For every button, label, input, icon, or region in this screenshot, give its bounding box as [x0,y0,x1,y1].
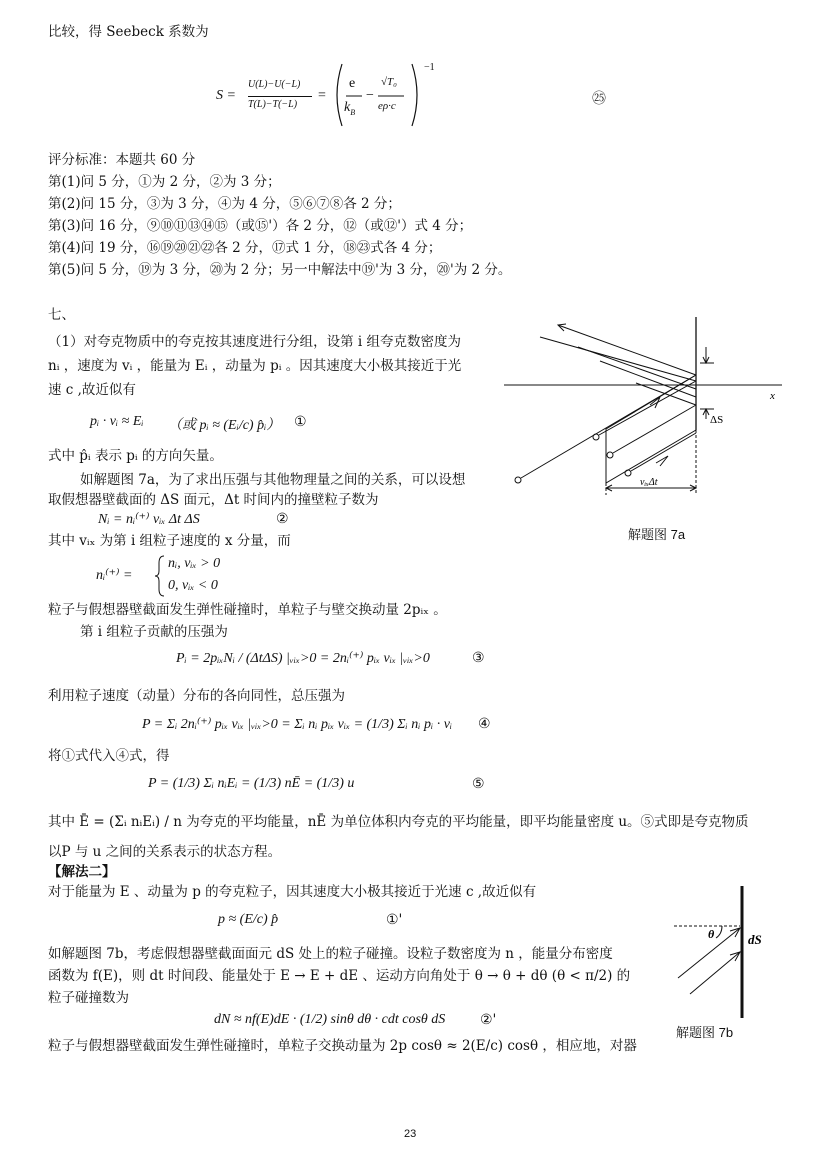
piecewise-case-2: 0, vᵢₓ < 0 [168,578,218,593]
grading-line: 第(4)问 19 分，⑯⑲⑳㉑㉒各 2 分，⑰式 1 分，⑱㉓式各 4 分； [48,240,442,256]
intro-line: 比较，得 Seebeck 系数为 [48,24,209,40]
equation-4-number: ④ [478,716,491,732]
grading-line: 第(5)问 5 分，⑲为 3 分，⑳为 2 分；另一中解法中⑲'为 3 分，⑳'为 2 分。 [48,262,512,278]
paragraph-line: 粒子与假想器壁截面发生弹性碰撞时，单粒子交换动量为 2p cosθ ≈ 2(E/c) cosθ ，相应地，对器 [48,1038,637,1054]
delta-s-label: ΔS [710,414,724,426]
piecewise-brace [154,555,166,597]
reflected-path [558,325,696,375]
equation-5-number: ⑤ [472,776,485,792]
grading-line: 第(3)问 16 分，⑨⑩⑪⑬⑭⑮（或⑮'）各 2 分，⑫（或⑫'）式 4 分； [48,218,473,234]
equation-1: pᵢ · vᵢ ≈ Eᵢ [90,414,144,429]
equation-3-number: ③ [472,650,485,666]
incident-ray [690,952,740,994]
equation-5: P = (1/3) Σᵢ nᵢEᵢ = (1/3) nĒ = (1/3) u [148,776,355,791]
x-axis-label: x [770,390,775,402]
reflected-path [540,337,696,381]
seebeck-erho: eρ·c [378,100,396,112]
ds-label: dS [748,932,762,947]
particle [515,477,521,483]
seebeck-kB: $k_B$ [344,100,356,117]
particle [607,452,613,458]
seebeck-frac-den: T(L)−T(−L) [248,99,298,110]
particle [593,434,599,440]
page-number: 23 [404,1128,417,1140]
equation-2-prime-number: ②' [480,1012,497,1028]
collision-volume [606,375,696,483]
seebeck-eq-number: ㉕ [592,91,606,107]
section-heading: 七、 [48,307,75,323]
paragraph-line: 如解题图 7a，为了求出压强与其他物理量之间的关系，可以设想 [80,472,466,488]
paragraph-line: 取假想器壁截面的 ΔS 面元，Δt 时间内的撞壁粒子数为 [48,492,379,508]
reflected-path [600,361,696,397]
figure-7a [500,315,790,500]
paragraph-line: 对于能量为 E 、动量为 p 的夸克粒子，因其速度大小极其接近于光速 c ,故近似有 [48,884,537,900]
paragraph-line: 粒子碰撞数为 [48,990,129,1006]
seebeck-lhs: S = [216,88,236,103]
equation-2-prime: dN ≈ nf(E)dE · (1/2) sinθ dθ · cdt cosθ dS [214,1012,446,1027]
particle-path [613,405,696,453]
equation-4: P = Σᵢ 2nᵢ⁽⁺⁾ pᵢₓ vᵢₓ |ᵥᵢₓ>0 = Σᵢ nᵢ pᵢₓ vᵢₓ = (1/3) Σᵢ nᵢ pᵢ · vᵢ [142,717,453,732]
seebeck-minus: − [366,88,374,103]
paragraph-line: 粒子与假想器壁截面发生弹性碰撞时，单粒子与壁交换动量 2pᵢₓ 。 [48,602,447,618]
particle-path [631,433,696,471]
paragraph-line: 式中 p̂ᵢ 表示 pᵢ 的方向矢量。 [48,448,223,464]
arrow-head [656,456,668,466]
seebeck-sqrt-t0: √T₀ [381,76,397,88]
particle [625,470,631,476]
grading-line: 第(1)问 5 分，①为 2 分，②为 3 分； [48,174,281,190]
paragraph-line: 以P 与 u 之间的关系表示的状态方程。 [48,844,282,860]
theta-label: θ [708,927,715,941]
figure-7b [668,882,774,1022]
paragraph-line: 利用粒子速度（动量）分布的各向同性，总压强为 [48,688,345,704]
equation-1-alt: （或 pᵢ ≈ (Eᵢ/c) p̂ᵢ） [168,418,281,433]
paragraph-line: 将①式代入④式，得 [48,748,170,764]
figure-7b-caption: 解题图 7b [676,1025,734,1040]
figure-7a-caption: 解题图 7a [628,527,686,542]
particle-path [521,375,696,478]
equation-2-number: ② [276,511,289,527]
equation-1-prime-number: ①' [386,912,403,928]
equation-2: Nᵢ = nᵢ⁽⁺⁾ vᵢₓ Δt ΔS [98,512,200,527]
grading-line: 评分标准：本题共 60 分 [48,152,196,168]
seebeck-frac-num: U(L)−U(−L) [248,79,301,90]
paragraph-line: 其中 Ē = (Σᵢ nᵢEᵢ) / n 为夸克的平均能量，nĒ 为单位体积内夸克的平均能量，即平均能量密度 u。⑤式即是夸克物质 [48,814,749,830]
paragraph-line: 第 i 组粒子贡献的压强为 [80,624,228,640]
seebeck-exp: −1 [424,62,435,73]
equation-3: Pᵢ = 2pᵢₓNᵢ / (ΔtΔS) |ᵥᵢₓ>0 = 2nᵢ⁽⁺⁾ pᵢₓ vᵢₓ |ᵥᵢₓ>0 [176,651,430,666]
equation-1-prime: p ≈ (E/c) p̂ [218,912,279,927]
seebeck-e: e [349,76,356,91]
paragraph-line: 其中 vᵢₓ 为第 i 组粒子速度的 x 分量，而 [48,533,291,549]
seebeck-frac-bar [248,96,312,97]
method-2-heading: 【解法二】 [48,864,116,880]
paragraph-line: （1）对夸克物质中的夸克按其速度进行分组，设第 i 组夸克数密度为 [48,334,461,350]
paragraph-line: 如解题图 7b，考虑假想器壁截面面元 dS 处上的粒子碰撞。设粒子数密度为 n ，能量分布密度 [48,946,613,962]
paragraph-line: 函数为 f(E)，则 dt 时间段、能量处于 E → E + dE 、运动方向角处于 θ → θ + dθ (θ < π/2) 的 [48,968,631,984]
seebeck-parens [332,62,422,128]
piecewise-case-1: nᵢ, vᵢₓ > 0 [168,556,221,571]
piecewise-lhs: nᵢ⁽⁺⁾ = [96,568,133,583]
grading-line: 第(2)问 15 分，③为 3 分，④为 4 分，⑤⑥⑦⑧各 2 分； [48,196,401,212]
vdt-label: vᵢₓΔt [640,477,658,488]
paragraph-line: 速 c ,故近似有 [48,382,136,398]
equation-1-number: ① [294,414,307,430]
seebeck-eq-sign: = [318,88,326,103]
paragraph-line: nᵢ ，速度为 vᵢ ，能量为 Eᵢ ，动量为 pᵢ 。因其速度大小极其接近于光 [48,358,462,374]
particle-path [599,381,696,435]
